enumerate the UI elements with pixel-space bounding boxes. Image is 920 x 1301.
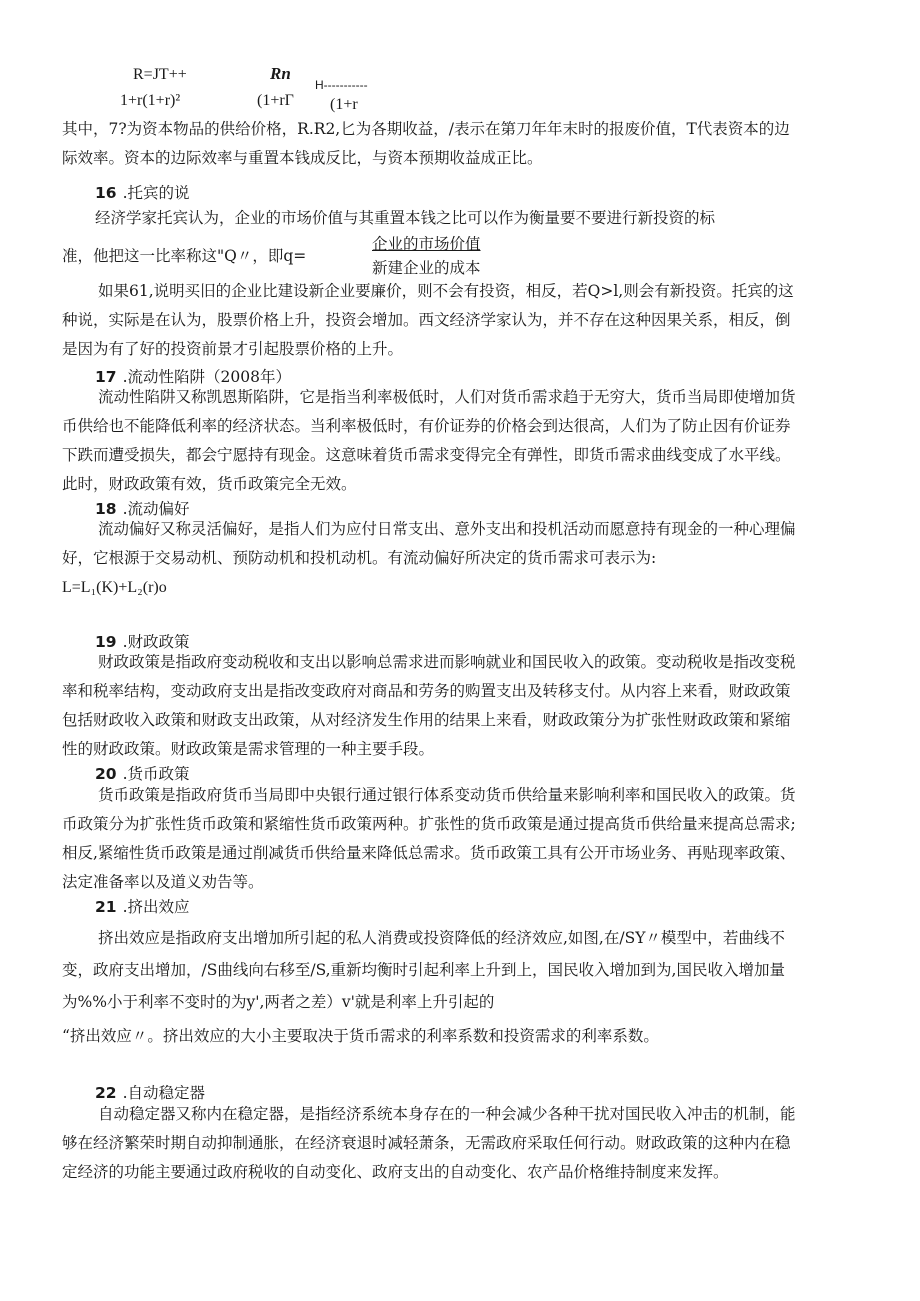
s21-paragraph: 挤出效应是指政府支出增加所引起的私人消费或投资降低的经济效应,如图,在/SY〃模型中，若曲线不 变，政府支出增加，/S曲线向右移至/S,重新均衡时引起利率上升到上，国民收入增加到为,国民收入增加量 为%%小于利率不变时的为y',两者之差）v'就是利率上升引起的: [62, 929, 785, 1011]
intro-line-1: 其中，7?为资本物品的供给价格，R.R2,匕为各期收益，/表示在第刀年年末时的报废价值，T代表资本的边: [62, 120, 790, 138]
fraction-denominator: 新建企业的成本: [372, 259, 481, 277]
formula-denominator-2: (1+rΓ: [257, 92, 294, 109]
heading-21: 21 .挤出效应: [95, 898, 190, 916]
s16-line-1: 经济学家托宾认为，企业的市场价值与其重置本钱之比可以作为衡量要不要进行新投资的标: [95, 209, 716, 227]
s20-paragraph: 货币政策是指政府货币当局即中央银行通过银行体系变动货币供给量来影响利率和国民收入的政策。货 币政策分为扩张性货币政策和紧缩性货币政策两种。扩张性的货币政策是通过提高货币供给量来提高总需求; 相反,紧缩性货币政策是通过削减货币供给量来降低总需求。货币政策工具有公开市场业务、再贴现率政策、 法定准备率以及道义劝告等。: [62, 786, 796, 891]
s17-paragraph: 流动性陷阱又称凯恩斯陷阱，它是指当利率极低时，人们对货币需求趋于无穷大，货币当局即使增加货 币供给也不能降低利率的经济状态。当利率极低时，有价证券的价格会到达很高，人们为了防止因有价证券 下跌而遭受损失，都会宁愿持有现金。这意味着货币需求变得完全有弹性，即货币需求曲线变成了水平线。 此时，财政政策有效，货币政策完全无效。: [62, 388, 796, 493]
formula-denominator: 1+r(1+r)²: [120, 92, 181, 109]
s16-paragraph: 如果61,说明买旧的企业比建设新企业要廉价，则不会有投资，相反，若Q>l,则会有新投资。托宾的这 种说，实际是在认为，股票价格上升，投资会增加。西文经济学家认为，并不存在这种因果关系，相反，倒 是因为有了好的投资前景才引起股票价格的上升。: [62, 282, 794, 358]
fraction-numerator: 企业的市场价值: [372, 235, 481, 253]
s21-line-4: “挤出效应〃。挤出效应的大小主要取决于货币需求的利率系数和投资需求的利率系数。: [62, 1027, 659, 1045]
formula-numerator: R=JT++: [133, 66, 187, 83]
formula-denominator-3: (1+r: [330, 96, 358, 113]
s18-paragraph: 流动偏好又称灵活偏好，是指人们为应付日常支出、意外支出和投机活动而愿意持有现金的一种心理偏 好，它根源于交易动机、预防动机和投机动机。有流动偏好所决定的货币需求可表示为:: [62, 520, 796, 567]
heading-17: 17 .流动性陷阱（2008年）: [95, 368, 291, 386]
s22-paragraph: 自动稳定器又称内在稳定器，是指经济系统本身存在的一种会减少各种干扰对国民收入冲击的机制，能 够在经济繁荣时期自动抑制通胀，在经济衰退时减轻萧条，无需政府采取任何行动。财政政策的这种内在稳 定经济的功能主要通过政府税收的自动变化、政府支出的自动变化、农产品价格维持制度来发挥。: [62, 1105, 796, 1181]
heading-16: 16 .托宾的说: [95, 184, 190, 202]
heading-18: 18 .流动偏好: [95, 500, 190, 518]
formula-rn: Rn: [270, 64, 291, 83]
s19-paragraph: 财政政策是指政府变动税收和支出以影响总需求进而影响就业和国民收入的政策。变动税收是指改变税 率和税率结构，变动政府支出是指改变政府对商品和劳务的购置支出及转移支付。从内容上来看，财政政策 包括财政收入政策和财政支出政策，从对经济发生作用的结果上来看，财政政策分为扩张性财政政策和紧缩 性的财政政策。财政政策是需求管理的一种主要手段。: [62, 653, 796, 758]
heading-19: 19 .财政政策: [95, 633, 190, 651]
formula-dash: H-----------: [315, 78, 368, 92]
heading-20: 20 .货币政策: [95, 765, 190, 783]
liquidity-formula: L=L₁(K)+L₂(r)o: [62, 579, 167, 596]
intro-paragraph: [62, 115, 862, 173]
heading-22: 22 .自动稳定器: [95, 1084, 206, 1102]
intro-line-2: 际效率。资本的边际效率与重置本钱成反比，与资本预期收益成正比。: [62, 149, 543, 167]
s16-line-2: 准，他把这一比率称这"Q〃，即q=: [62, 247, 307, 265]
